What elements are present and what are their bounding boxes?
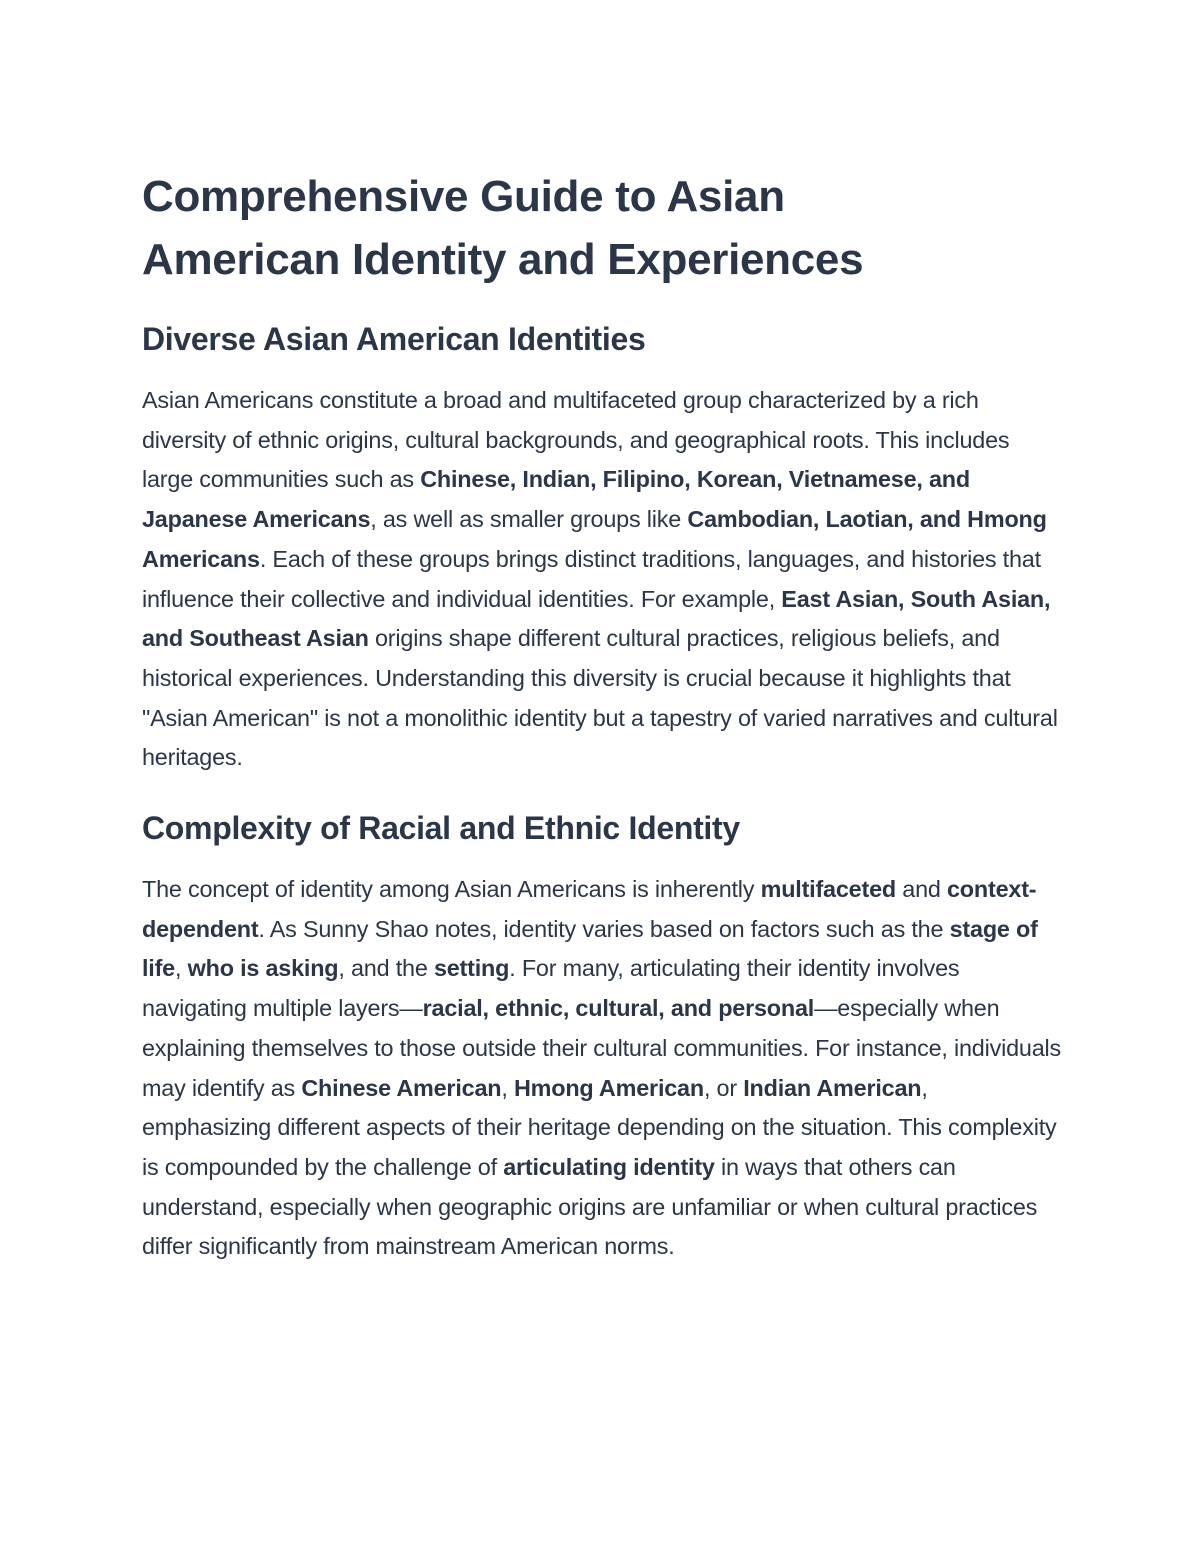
bold-text-segment: multifaceted (760, 876, 896, 903)
text-segment: in ways that others can understand, especially when geographic origins are unfamiliar or when cultural practices differ significantly from mainstream American norms. (142, 1153, 1038, 1260)
bold-text-segment: Cambodian, Laotian, and Hmong Americans (142, 506, 1047, 572)
bold-text-segment: East Asian, South Asian, and Southeast Asian (142, 585, 1051, 652)
text-segment: The concept of identity among Asian Americans is inherently (142, 876, 761, 903)
text-segment: , (175, 955, 188, 982)
text-segment: , emphasizing different aspects of their heritage depending on the situation. This complexity is compounded by the challenge of (142, 1074, 1057, 1180)
text-segment: and (895, 876, 947, 903)
bold-text-segment: articulating identity (503, 1153, 715, 1180)
document-title (142, 165, 1062, 291)
bold-text-segment: context-dependent (142, 876, 1037, 942)
bold-text-segment: who is asking (187, 955, 339, 982)
text-segment: , or (703, 1074, 744, 1101)
bold-text-segment: racial, ethnic, cultural, and personal (422, 995, 815, 1022)
text-segment: . As Sunny Shao notes, identity varies based on factors such as the (258, 915, 950, 942)
title-line-1: Comprehensive Guide to Asian (142, 172, 785, 221)
bold-text-segment: stage of life (142, 915, 1038, 982)
bold-text-segment: Chinese, Indian, Filipino, Korean, Vietnamese, and Japanese Americans (142, 466, 970, 533)
bold-text-segment: Hmong American (513, 1074, 704, 1101)
text-segment: origins shape different cultural practices, religious beliefs, and historical experiences. Understanding this diversity is crucial because it highlights that "Asian American" is not a monolithic identity but a tapestry of varied narratives and cultural heritages. (142, 625, 1058, 771)
text-segment: Asian Americans constitute a broad and multifaceted group characterized by a rich diversity of ethnic origins, cultural backgrounds, and geographical roots. This includes large communities such as (142, 387, 1010, 493)
text-segment: , and the (338, 955, 434, 982)
text-segment: , (501, 1074, 514, 1101)
section-heading-complexity-of-identity: Complexity of Racial and Ethnic Identity (142, 810, 740, 847)
bold-text-segment: Chinese American (301, 1074, 502, 1101)
section-heading-diverse-identities: Diverse Asian American Identities (142, 321, 646, 357)
section-paragraph (142, 381, 1062, 778)
bold-text-segment: Indian American (743, 1074, 922, 1101)
title-line-2: American Identity and Experiences (142, 235, 864, 284)
text-segment: , as well as smaller groups like (370, 506, 688, 533)
text-segment: —especially when explaining themselves to those outside their cultural communities. For instance, individuals may identify as (142, 995, 1061, 1101)
bold-text-segment: setting (433, 955, 510, 982)
section-paragraph (142, 870, 1062, 1267)
document-page (142, 165, 1062, 1267)
text-segment: . Each of these groups brings distinct traditions, languages, and histories that influence their collective and individual identities. For example, (142, 545, 1041, 612)
text-segment: . For many, articulating their identity involves navigating multiple layers— (142, 955, 960, 1022)
